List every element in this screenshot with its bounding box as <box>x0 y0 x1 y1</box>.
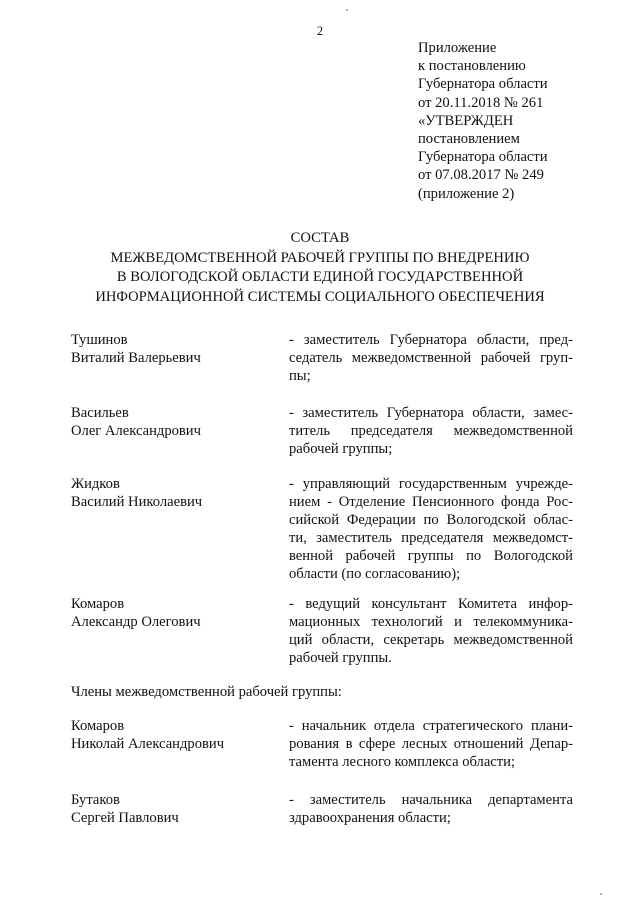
document-title <box>0 229 640 307</box>
title-line: СОСТАВ <box>290 230 350 246</box>
role-line: пы; <box>289 368 311 384</box>
member-role <box>289 404 573 458</box>
member-name <box>71 331 271 367</box>
member-surname: Комаров <box>71 596 125 612</box>
title-line: В ВОЛОГОДСКОЙ ОБЛАСТИ ЕДИНОЙ ГОСУДАРСТВЕННОЙ <box>116 269 524 285</box>
role-line: сийской Федерации по Вологодской облас- <box>289 512 573 528</box>
role-line: здравоохранения области; <box>289 810 451 826</box>
approval-line: от 20.11.2018 № 261 <box>418 94 544 111</box>
member-role <box>289 791 573 827</box>
member-surname: Комаров <box>71 718 125 734</box>
member-given-names: Александр Олегович <box>71 614 201 630</box>
member-name <box>71 475 271 511</box>
member-name <box>71 791 271 827</box>
member-surname: Бутаков <box>71 792 120 808</box>
member-given-names: Василий Николаевич <box>71 494 203 510</box>
role-line: области (по согласованию); <box>289 566 461 582</box>
role-line: ций области, секретарь межведомственной <box>289 632 573 648</box>
member-role <box>289 475 573 583</box>
member-surname: Васильев <box>71 405 129 421</box>
role-line: - управляющий государственным учрежде- <box>289 476 573 492</box>
scan-speck <box>346 9 348 11</box>
member-given-names: Олег Александрович <box>71 423 201 439</box>
member-role <box>289 717 573 771</box>
member-name <box>71 404 271 440</box>
role-line: - ведущий консультант Комитета инфор- <box>289 596 573 612</box>
approval-line: Губернатора области <box>418 149 548 166</box>
approval-block <box>418 39 628 203</box>
approval-line: постановлением <box>418 131 520 148</box>
role-line: мационных технологий и телекоммуника- <box>289 614 573 630</box>
role-line: - заместитель начальника департамента <box>289 792 573 808</box>
role-line: рования в сфере лесных отношений Депар- <box>289 736 573 752</box>
role-line: венной рабочей группы по Вологодской <box>289 548 573 564</box>
member-role <box>289 331 573 385</box>
member-role <box>289 595 573 667</box>
member-name <box>71 717 271 753</box>
approval-line: Губернатора области <box>418 76 548 93</box>
approval-line: Приложение <box>418 40 497 56</box>
role-line: титель председателя межведомственной <box>289 423 573 439</box>
title-line: ИНФОРМАЦИОННОЙ СИСТЕМЫ СОЦИАЛЬНОГО ОБЕСПЕЧЕНИЯ <box>95 288 545 305</box>
role-line: ти, заместитель председателя межведомст- <box>289 530 573 546</box>
approval-line: «УТВЕРЖДЕН <box>418 112 514 129</box>
approval-line: к постановлению <box>418 58 526 75</box>
title-line: МЕЖВЕДОМСТВЕННОЙ РАБОЧЕЙ ГРУППЫ ПО ВНЕДРЕНИЮ <box>110 249 530 266</box>
role-line: тамента лесного комплекса области; <box>289 754 516 770</box>
role-line: рабочей группы; <box>289 441 393 457</box>
member-name <box>71 595 271 631</box>
role-line: седатель межведомственной рабочей груп- <box>289 350 573 366</box>
member-given-names: Виталий Валерьевич <box>71 350 201 366</box>
page-number: 2 <box>316 24 324 38</box>
role-line: - начальник отдела стратегического плани- <box>289 718 573 734</box>
members-heading: Члены межведомственной рабочей группы: <box>71 684 342 700</box>
scan-speck <box>600 893 602 895</box>
role-line: - заместитель Губернатора области, замес- <box>289 405 573 421</box>
approval-line: от 07.08.2017 № 249 <box>418 167 544 184</box>
member-given-names: Николай Александрович <box>71 736 225 752</box>
role-line: нием - Отделение Пенсионного фонда Рос- <box>289 494 573 510</box>
member-given-names: Сергей Павлович <box>71 810 179 826</box>
role-line: - заместитель Губернатора области, пред- <box>289 332 573 348</box>
member-surname: Жидков <box>71 476 120 492</box>
member-surname: Тушинов <box>71 332 128 348</box>
approval-line: (приложение 2) <box>418 185 515 202</box>
role-line: рабочей группы. <box>289 650 392 666</box>
